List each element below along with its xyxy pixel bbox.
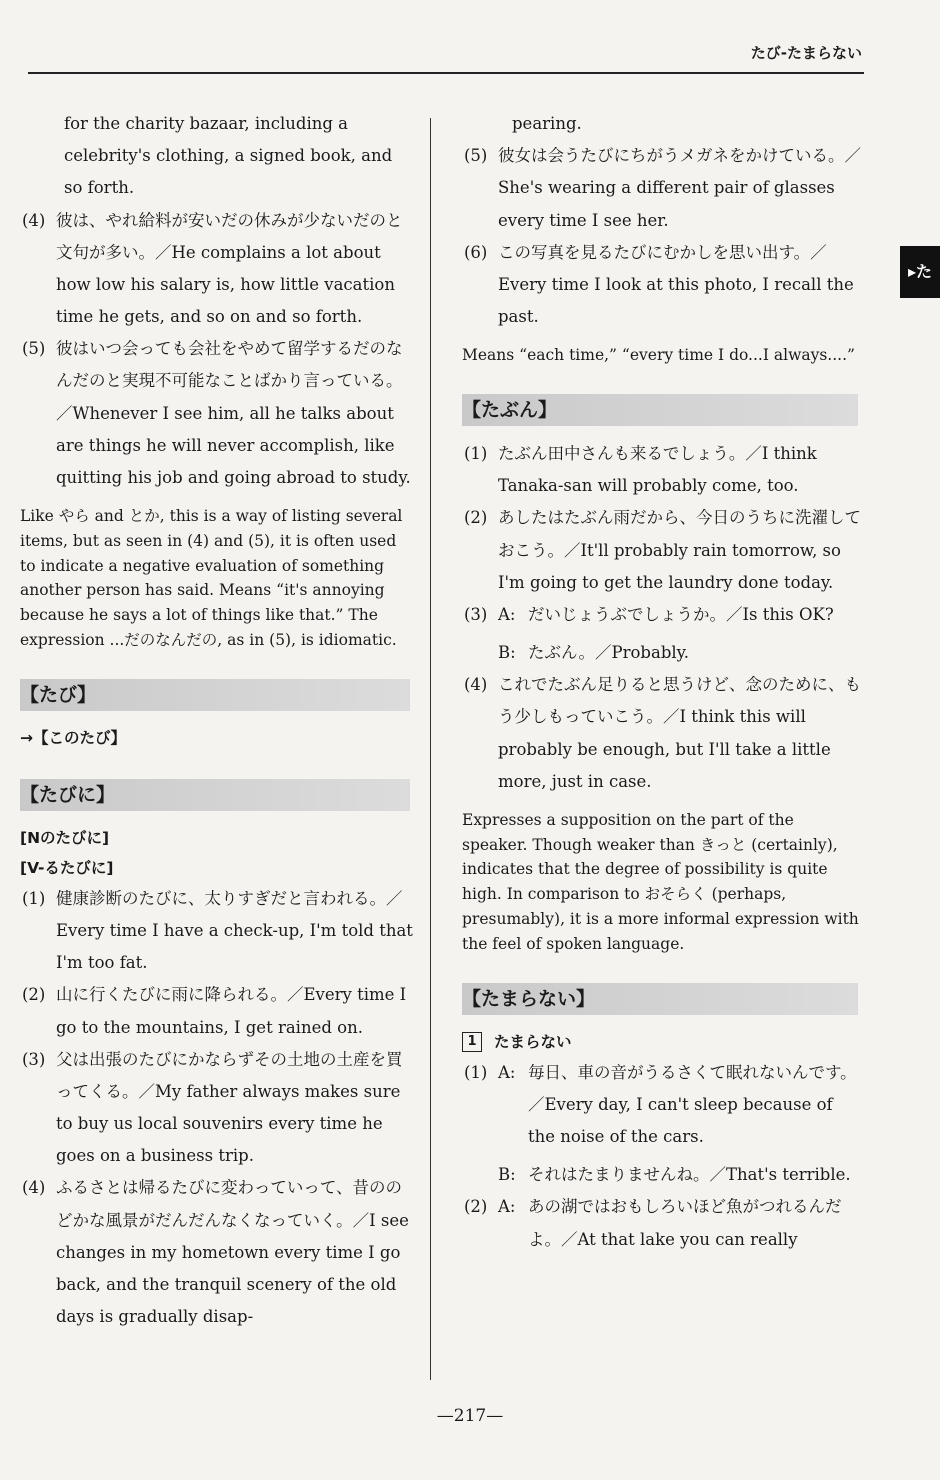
entry-heading-tabun: 【たぶん】 (462, 394, 858, 426)
example-text: for the charity bazaar, including a celebrity's clothing, a signed book, and so forth. (64, 114, 393, 198)
example-number: (5) (22, 339, 46, 359)
dialogue-text: それはたまりませんね。／That's terrible. (528, 1165, 851, 1185)
example-2 (20, 979, 415, 1043)
explanation-note: Means “each time,” “every time I do...I always....” (462, 346, 855, 365)
example-number: (6) (464, 242, 488, 262)
sense-number-box: 1 (462, 1032, 482, 1052)
explanation-note: Like やら and とか, this is a way of listing several items, but as seen in (4) and (5), it is often used to indicate a negative evaluation of something another person has said. Means “it's annoying because he says a lot of things like that.” The expression ...だのなんだの, as in (5), is idiomatic. (20, 507, 403, 650)
speaker-label: A: (498, 604, 516, 624)
right-column (462, 108, 862, 1256)
sense-label: たまらない (494, 1032, 572, 1051)
example-text: ふるさとは帰るたびに変わっていって、昔ののどかな風景がだんだんなくなっていく。／I see changes in my hometown every time I go back, and the tranquil scenery of the old days is gradually disap- (56, 1178, 409, 1327)
example-text: 彼女は会うたびにちがうメガネをかけている。／She's wearing a different pair of glasses every time I see her. (498, 146, 861, 230)
example-1-dialogue (462, 1057, 862, 1192)
example-number: (4) (22, 1178, 46, 1198)
example-5 (20, 333, 415, 494)
example-text: 山に行くたびに雨に降られる。／Every time I go to the mountains, I get rained on. (56, 985, 407, 1037)
left-column (20, 108, 415, 1333)
example-3 (20, 1044, 415, 1173)
sense-heading (462, 1027, 862, 1057)
example-text: pearing. (512, 114, 582, 133)
example-text: 父は出張のたびにかならずその土地の土産を買ってくる。／My father always makes sure to buy us local souvenirs every time he goes on a business trip. (56, 1049, 403, 1166)
example-text: 彼は、やれ給料が安いだの休みが少ないだのと文句が多い。／He complains a lot about how low his salary is, how little vacation time he gets, and so on and so forth. (56, 210, 403, 327)
dialogue-text: たぶん。／Probably. (528, 643, 690, 663)
example-number: (2) (464, 508, 488, 528)
dialogue-text: 毎日、車の音がうるさくて眠れないんです。／Every day, I can't sleep because of the noise of the cars. (528, 1062, 857, 1147)
speaker-label: B: (498, 1165, 516, 1185)
dialogue-text: あの湖ではおもしろいほど魚がつれるんだよ。／At that lake you can really (528, 1197, 842, 1249)
example-5 (462, 140, 862, 237)
example-number: (4) (22, 210, 46, 230)
example-3-dialogue (462, 599, 862, 669)
entry-heading-tamaranai: 【たまらない】 (462, 983, 858, 1015)
example-number: (1) (22, 888, 46, 908)
dialogue-line-b (498, 637, 862, 669)
example-4 (462, 669, 862, 798)
dialogue-line-a (498, 1191, 862, 1255)
example-2-dialogue (462, 1191, 862, 1255)
speaker-label: B: (498, 643, 516, 663)
example-4 (20, 1172, 415, 1333)
running-header: たび-たまらない (750, 44, 862, 62)
example-number: (3) (464, 604, 488, 624)
speaker-label: A: (498, 1197, 516, 1217)
dialogue-text: だいじょうぶでしょうか。／Is this OK? (528, 604, 834, 624)
entry-heading-tabini: 【たびに】 (20, 779, 410, 811)
pattern-verb: [V-るたびに] (20, 858, 114, 877)
speaker-label: A: (498, 1062, 516, 1082)
example-4 (20, 205, 415, 334)
example-text: 彼はいつ会っても会社をやめて留学するだのなんだのと実現不可能なことばかり言っている。／Whenever I see him, all he talks about are things he will never accomplish, like quitting his job and going abroad to study. (56, 339, 411, 487)
explanation-note: Expresses a supposition on the part of the speaker. Though weaker than きっと (certainly), indicates that the degree of possibility is quite high. In comparison to おそらく (perhaps, presumably), it is a more informal expression with the feel of spoken language. (462, 810, 859, 953)
example-number: (4) (464, 675, 488, 695)
header-rule (28, 72, 864, 74)
section-index-tab: ▸た (900, 246, 940, 298)
cross-reference: →【このたび】 (20, 728, 126, 747)
dialogue-line-a (498, 1057, 862, 1154)
example-number: (5) (464, 146, 488, 166)
example-number: (3) (22, 1049, 46, 1069)
example-1 (462, 438, 862, 502)
example-text: これでたぶん足りると思うけど、念のために、もう少しもっていこう。／I think this will probably be enough, but I'll take a little more, just in case. (498, 675, 861, 791)
example-number: (2) (464, 1197, 488, 1217)
example-number: (1) (464, 1062, 488, 1082)
example-number: (2) (22, 985, 46, 1005)
dialogue-line-a (498, 599, 862, 631)
example-text: あしたはたぶん雨だから、今日のうちに洗濯しておこう。／It'll probably rain tomorrow, so I'm going to get the laundry done today. (498, 508, 861, 592)
example-number: (1) (464, 444, 488, 463)
example-text: 健康診断のたびに、太りすぎだと言われる。／Every time I have a check-up, I'm told that I'm too fat. (56, 888, 413, 973)
entry-heading-tabi: 【たび】 (20, 679, 410, 711)
example-6 (462, 237, 862, 334)
column-divider (430, 118, 431, 1380)
example-text: この写真を見るたびにむかしを思い出す。／Every time I look at this photo, I recall the past. (498, 242, 854, 327)
example-1 (20, 883, 415, 980)
example-continuation (20, 108, 415, 205)
dialogue-line-b (498, 1159, 862, 1191)
example-2 (462, 502, 862, 599)
page-number: —217— (436, 1406, 504, 1426)
example-continuation (462, 108, 862, 140)
example-text: たぶん田中さんも来るでしょう。／I think Tanaka-san will probably come, too. (498, 444, 817, 496)
pattern-noun: [Nのたびに] (20, 828, 110, 847)
